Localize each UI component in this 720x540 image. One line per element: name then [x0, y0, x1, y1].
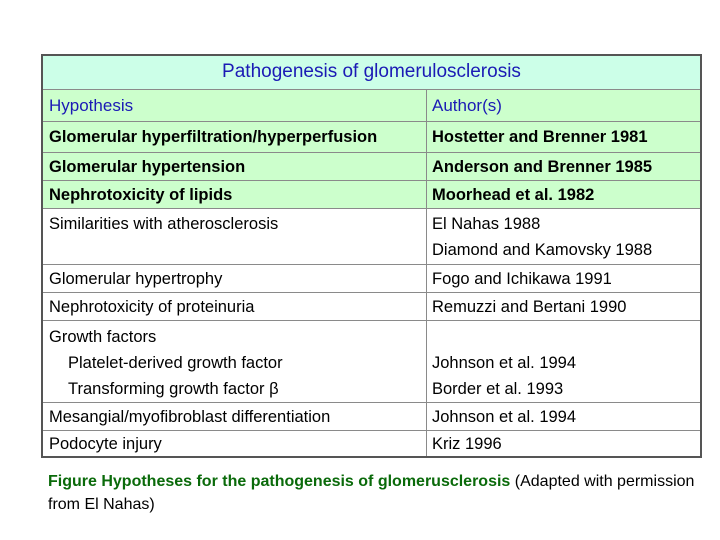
hypothesis-cell: Nephrotoxicity of lipids: [49, 186, 233, 204]
authors-cell: Remuzzi and Bertani 1990: [432, 298, 627, 316]
table-title-row: [43, 56, 700, 89]
hypothesis-cell: Podocyte injury: [49, 435, 162, 453]
hypothesis-cell: Glomerular hyperfiltration/hyperperfusion: [49, 128, 378, 146]
hypotheses-table: [41, 54, 702, 458]
table-row: [43, 320, 700, 402]
header-divider: [426, 90, 427, 122]
hypothesis-cell: Nephrotoxicity of proteinuria: [49, 298, 255, 316]
row-divider: [426, 181, 427, 209]
hypothesis-subitem: Transforming growth factor β: [68, 380, 279, 398]
hypothesis-cell: Mesangial/myofibroblast differentiation: [49, 408, 331, 426]
authors-cell: El Nahas 1988: [432, 215, 541, 233]
authors-cell: Fogo and Ichikawa 1991: [432, 270, 612, 288]
hypothesis-subitem: Platelet-derived growth factor: [68, 354, 283, 372]
authors-cell: Johnson et al. 1994: [432, 408, 577, 426]
figure-caption: [48, 470, 708, 516]
header-authors: Author(s): [432, 96, 502, 115]
row-divider: [426, 153, 427, 181]
table-header-row: [43, 89, 700, 121]
authors-cell: Hostetter and Brenner 1981: [432, 128, 648, 146]
caption-lead: Figure Hypotheses for the pathogenesis of glomerusclerosis: [48, 473, 511, 490]
table-row: [43, 292, 700, 320]
authors-cell-line2: Border et al. 1993: [432, 380, 564, 398]
hypothesis-cell: Similarities with atherosclerosis: [49, 215, 279, 233]
table-row: [43, 208, 700, 264]
hypothesis-cell: Glomerular hypertension: [49, 158, 246, 176]
table-row: [43, 152, 700, 180]
hypothesis-cell: Glomerular hypertrophy: [49, 270, 223, 288]
authors-cell: Johnson et al. 1994: [432, 354, 577, 372]
caption-rest: (Adapted with permission from El Nahas): [48, 473, 695, 513]
authors-cell: Kriz 1996: [432, 435, 502, 453]
table-row: [43, 264, 700, 292]
table-title: Pathogenesis of glomerulosclerosis: [222, 61, 521, 82]
authors-cell-line2: Diamond and Kamovsky 1988: [432, 241, 653, 259]
hypothesis-cell: Growth factors: [49, 328, 157, 346]
row-divider: [426, 122, 427, 153]
table-row: [43, 180, 700, 208]
header-hypothesis: Hypothesis: [49, 96, 134, 115]
table-row: [43, 430, 700, 456]
authors-cell: Moorhead et al. 1982: [432, 186, 595, 204]
table-row: [43, 121, 700, 152]
table-row: [43, 402, 700, 430]
authors-cell: Anderson and Brenner 1985: [432, 158, 653, 176]
